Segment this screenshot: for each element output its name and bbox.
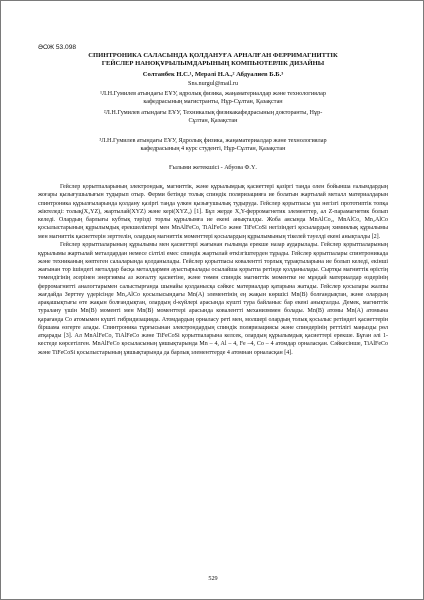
author-email: Sns.nurgul@mail.ru: [188, 80, 238, 87]
affiliation-3-line-1: ³Л.Н.Гумилев атындағы ЕҰУ, Ядролық физика, жаңаматериалдар және технологиялар: [99, 137, 327, 144]
affiliation-1-line-1: ¹Л.Н.Гумилев атындағы ЕҰУ, ядролық физика, жаңаматериалдар және технологиялар: [100, 90, 326, 97]
paragraph-2: Гейслер қорытпаларының құрылымы мен қасиеттері жағынан ғылымда ерекше назар аударылады. Гейслер қорытпаларының құрылымы жартылай металдардан немесе сілтілі емес спиндік жартылай өткізгіштерден тұрады. Гейслер қорытпалары спинтроникада және техниканың көптеген салаларында қолданылады. Гейслер қорытпасы ковалентті торлық тұрақтыларына ие болып келеді, екінші жағынан тор ішіндегі металдар басқа металдармен ауыстырылады осылайша қорытпа ретінде қолданылады. Сыртқы магниттік өрістің төмендігінің әсерінен энергиямы аз жоғалту қасиетіне, және төмен спиндік магниттік моментке не мұндай материалдар өздерінің ферромагнитті аналогтарымен салыстырғанда шынайы қолданысқа сәйкес материалдар қатарына жатады. Гейслер қосылары жалпы жағдайда Зерттеу үдерісінде Mn₂AlCo қосылысындағы Mn(A) элементінің ең жақын көршісі Mn(B) болғандықтан, және олардың арақашықтығы өте жақын болғандықтан, олардың d-күйлері арасында күшті тура байланыс бар екені анықталды. Демек, магниттік туралану үшін Mn(B) моменті мен Mn(B) моменттері арасында ковалентті механизммен болады. Mn(B) атомы Mn(A) атомына қарағанда Co атомымен күшті гибридизацияда. Атомдардың орналасу реті мен, молшері олардың толық қосылыс ретіндегі қасиеттерін біршама өзгерте алады. Спинтроника тұрғысынан электрондардың спиндік поляризациясы және спиндерінің реттілігі маңызды рөл атқарады [3]. Ал MnAlFeCo, TiAlFeCo және TiFeCoSi қорытпаларына келсек, олардың құрылымдық қасиеттері ерекше. Бұған әлі 1-кестеде көрсетілген. MnAlFeCo қосыласының ұяшықтарында Mn – 4, Al – 4, Fe –4, Co – 4 атомдар орналасқан. Сәйкесінше, TiAlFeCo және TiFeCoSi қосылыстарының ұяшықтарында да барлық элементтерде 4 атомнан орналасқан [4].: [38, 242, 388, 356]
title-line-1: СПИНТРОНИКА САЛАСЫНДА ҚОЛДАНУҒА АРНАЛҒАН ФЕРРИМАГНИТТІК: [88, 52, 338, 59]
title-line-2: ГЕЙСЛЕР НАНОҚҰРЫЛЫМДАРЫНЫҢ КОМПЬЮТЕРЛІК ДИЗАЙНЫ: [101, 60, 325, 68]
affiliation-3: [61, 137, 365, 153]
affiliation-3-line-2: кафедрасының 4 курс студенті, Нұр-Сұлтан, Қазақстан: [140, 145, 286, 153]
affiliation-2: [61, 109, 365, 125]
scientific-supervisor: Ғылыми жетекшісі - Абуова Ф.Ү.: [169, 164, 257, 171]
body-text: [38, 183, 388, 357]
affiliation-1: [61, 90, 365, 106]
paper-title: [38, 52, 388, 69]
affiliation-2-line-1: ²Л.Н.Гумилев атындағы ЕҰУ, Техникалық физикакафедрасының докторанты, Нұр-: [103, 109, 323, 116]
affiliation-1-line-2: кафедрасының магистранты, Нұр-Сұлтан, Қазақстан: [143, 98, 283, 106]
affiliation-2-line-2: Сұлтан, Қазақстан: [188, 117, 238, 125]
udc-code: ӘОЖ 53.098: [38, 44, 77, 51]
paragraph-1: Гейслер қорытпаларының электрондық, магниттік, және құрылымдық қасиеттері қазіргі таңда олен бойынша ғалымдардың жоғары қызығушылығын тудырып отыр. Ферми бетінде толық спиндік поляризацияға ие болатын жартылай металл материалдарын спинтроника құрылғыларында қолдану қазіргі таңда үлкен қызығушылық тудыруда. Гейслер қорытпасы үш негізгі прототиптік топқа жіктеледі: толық(X₂YZ), жартылай(XYZ) және кері(XYZ₂) [1]. Бұл жерде X,Y-ферромагнетик элементтер, ал Z-парамагнетик болып келеді. Олардың барлығы кубтық тәрізді торлы құрылымға ие екені анықталды. Жоба аясында MnAlCo₂, MnAlCo, Mn₂AlCo қосылыстарының құрылымдық ерекшеліктері мен MnAlFeCo, TiAlFeCo және TiFeCoSi негізіндегі қосылардың химиялық құрылымы мен магниттік қасиеттерін зерттелін, олардың магниттік моменттері қосылардың құрылымының тікелей тәуелді екені анықталды [2].: [38, 184, 388, 240]
author-list: Солтанбек Н.С.¹, Мерәлі Н.А.,² Абдуалиев Б.Б.³: [142, 71, 284, 78]
page-number: 529: [208, 575, 218, 582]
